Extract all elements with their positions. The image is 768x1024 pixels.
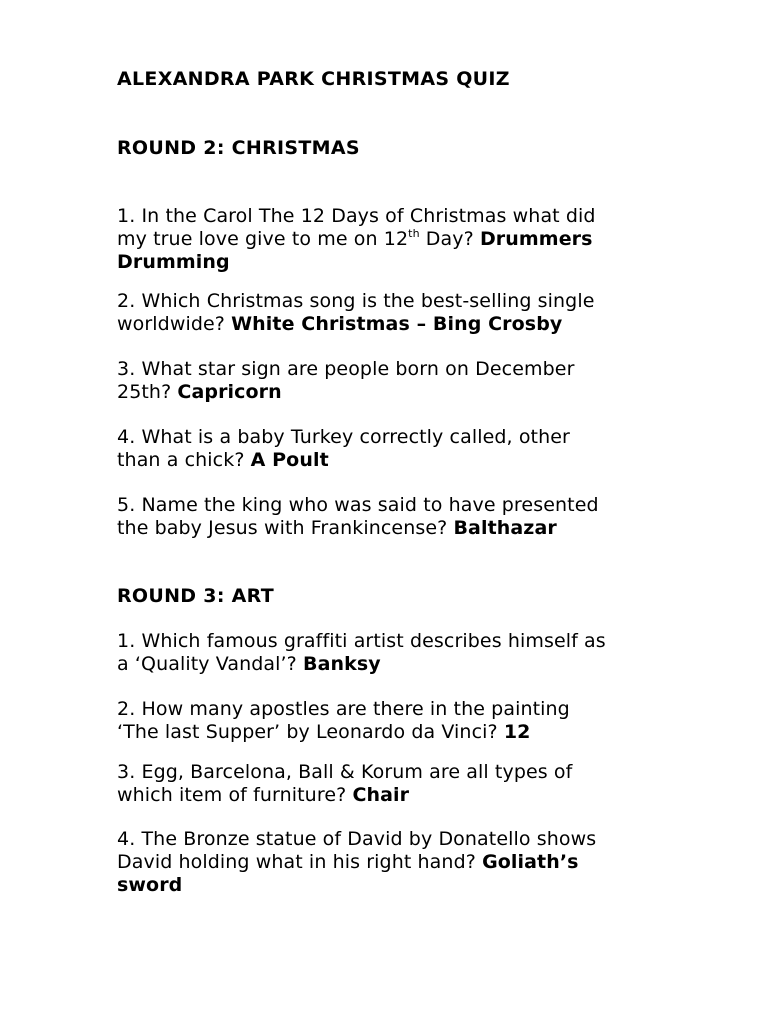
question-text-line [117, 851, 657, 874]
question-text-line [117, 381, 657, 404]
question-text: the baby Jesus with Frankincense? [117, 517, 454, 539]
question-text-line: 2. Which Christmas song is the best-selling single [117, 290, 595, 312]
question-text: my true love give to me on 12 [117, 228, 409, 250]
answer-text: Capricorn [177, 381, 282, 403]
answer-text: sword [117, 874, 183, 896]
round-2-question-3 [117, 358, 657, 404]
question-text-line [117, 653, 657, 676]
answer-text: Drummers [479, 228, 593, 250]
answer-text: Balthazar [453, 517, 557, 539]
question-text-line: 2. How many apostles are there in the painting [117, 698, 570, 720]
question-text: a ‘Quality Vandal’? [117, 653, 304, 675]
question-text-line: 1. In the Carol The 12 Days of Christmas what did [117, 205, 596, 227]
question-text-line: 3. What star sign are people born on December [117, 358, 575, 380]
question-text-line [117, 313, 657, 336]
answer-text: Chair [352, 784, 410, 806]
answer-text: Goliath’s [482, 851, 579, 873]
answer-text: 12 [503, 721, 531, 743]
question-text-line [117, 228, 657, 251]
round-3-question-3 [117, 761, 657, 807]
round-2-question-1 [117, 205, 657, 274]
answer-text: Drumming [117, 251, 230, 273]
round-2-question-4 [117, 426, 657, 472]
round-3-question-1 [117, 630, 657, 676]
round-3-question-2 [117, 698, 657, 744]
question-text: David holding what in his right hand? [117, 851, 483, 873]
question-text: Day? [419, 228, 480, 250]
question-text-line [117, 721, 657, 744]
answer-text: A Poult [250, 449, 329, 471]
answer-text: Banksy [303, 653, 381, 675]
document-title: ALEXANDRA PARK CHRISTMAS QUIZ [117, 68, 510, 90]
question-text-line [117, 784, 657, 807]
round-2-question-2 [117, 290, 657, 336]
question-text-line: 5. Name the king who was said to have presented [117, 494, 599, 516]
answer-text: White Christmas – Bing Crosby [231, 313, 563, 335]
question-text: than a chick? [117, 449, 251, 471]
question-text: 25th? [117, 381, 178, 403]
round-2-heading: ROUND 2: CHRISTMAS [117, 137, 360, 159]
question-text: which item of furniture? [117, 784, 353, 806]
round-3-question-4 [117, 828, 657, 897]
question-text-line: 4. The Bronze statue of David by Donatello shows [117, 828, 597, 850]
question-text: worldwide? [117, 313, 232, 335]
question-text-line: 1. Which famous graffiti artist describes himself as [117, 630, 606, 652]
question-text: ‘The last Supper’ by Leonardo da Vinci? [117, 721, 504, 743]
ordinal-suffix: th [408, 227, 420, 240]
round-2-question-5 [117, 494, 657, 540]
question-text-line [117, 449, 657, 472]
question-text-line [117, 517, 657, 540]
question-text-line: 3. Egg, Barcelona, Ball & Korum are all types of [117, 761, 573, 783]
question-text-line: 4. What is a baby Turkey correctly called, other [117, 426, 570, 448]
round-3-heading: ROUND 3: ART [117, 585, 274, 607]
